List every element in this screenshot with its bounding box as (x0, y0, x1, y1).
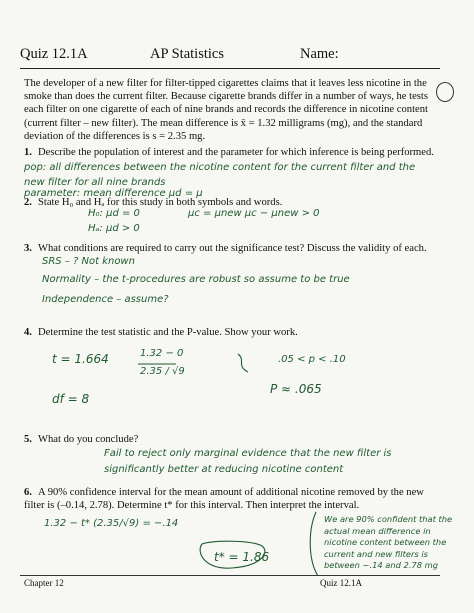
quiz-title: Quiz 12.1A (20, 46, 88, 62)
name-label: Name: (300, 46, 339, 62)
hw-q2-h0: H₀: μd = 0 (88, 208, 140, 219)
hw-q6-equation: 1.32 − t* (2.35/√9) = −.14 (44, 518, 179, 529)
question-number: 6. (24, 487, 32, 498)
footer-divider (20, 575, 440, 576)
question-text: What conditions are required to carry out the significance test? Discuss the validity of each. (38, 243, 427, 254)
question-text: Determine the test statistic and the P-value. Show your work. (38, 327, 298, 338)
question-text: Describe the population of interest and the parameter for which inference is being performed. (38, 147, 434, 158)
question-number: 4. (24, 327, 32, 338)
hw-q6-interpretation: We are 90% confident that the actual mean difference in nicotine content between the current and new filters is between −.14 and 2.78 mg (324, 514, 453, 570)
question-text: A 90% confidence interval for the mean amount of additional nicotine removed by the new filter is (–0.14, 2.78). Determine t* for this interval. Then interpret the interval. (24, 487, 424, 511)
footer-quiz: Quiz 12.1A (320, 578, 362, 588)
answer-circle (200, 541, 265, 568)
question-number: 2. (24, 197, 32, 208)
question-text: State H₀ and Hₐ for this study in both symbols and words. (38, 197, 283, 208)
squiggle-mark (238, 354, 248, 372)
question-number: 1. (24, 147, 32, 158)
hw-q3-srs: SRS – ? Not known (42, 256, 135, 267)
hw-q1-parameter: parameter: mean difference μd = μ (24, 188, 203, 199)
question-number: 5. (24, 434, 32, 445)
hw-q2-words: μc = μnew μc − μnew > 0 (188, 208, 320, 219)
hw-q6-tstar: t* = 1.86 (214, 550, 270, 564)
hw-q2-ha: Hₐ: μd > 0 (88, 223, 140, 234)
hw-q4-p-value: P ≈ .065 (270, 382, 322, 396)
footer-chapter: Chapter 12 (24, 578, 64, 588)
bracket-mark (310, 512, 318, 576)
hw-q1-population: pop: all differences between the nicotine content for the current filter and the new filter for all nine brands (24, 162, 416, 188)
hw-q4-calc-denominator: 2.35 / √9 (140, 366, 185, 377)
hw-q4-t-statistic: t = 1.664 (52, 352, 109, 366)
question-number: 3. (24, 243, 32, 254)
problem-intro: The developer of a new filter for filter-tipped cigarettes claims that it leaves less nicotine in the smoke than does the current filter. Because cigarette brands differ in a number of ways, he tests each filter on one cigarette of each of nine brands and records the difference in nicotine content (current filter – new filter). The mean difference is x̄ = 1.32 milligrams (mg), and the standard deviation of the differences is s = 2.35 mg. (24, 78, 428, 142)
hw-q3-independence: Independence – assume? (42, 294, 169, 305)
hw-q5-conclusion: Fail to reject only marginal evidence that the new filter is significantly better at reducing nicotine content (104, 448, 392, 475)
hw-q4-p-range: .05 < p < .10 (278, 354, 346, 365)
hw-q4-df: df = 8 (52, 392, 90, 406)
hw-q3-normality: Normality – the t-procedures are robust so assume to be true (42, 274, 350, 285)
question-text: What do you conclude? (38, 434, 139, 445)
course-title: AP Statistics (150, 46, 224, 62)
hw-q4-calc-numerator: 1.32 − 0 (140, 348, 184, 359)
